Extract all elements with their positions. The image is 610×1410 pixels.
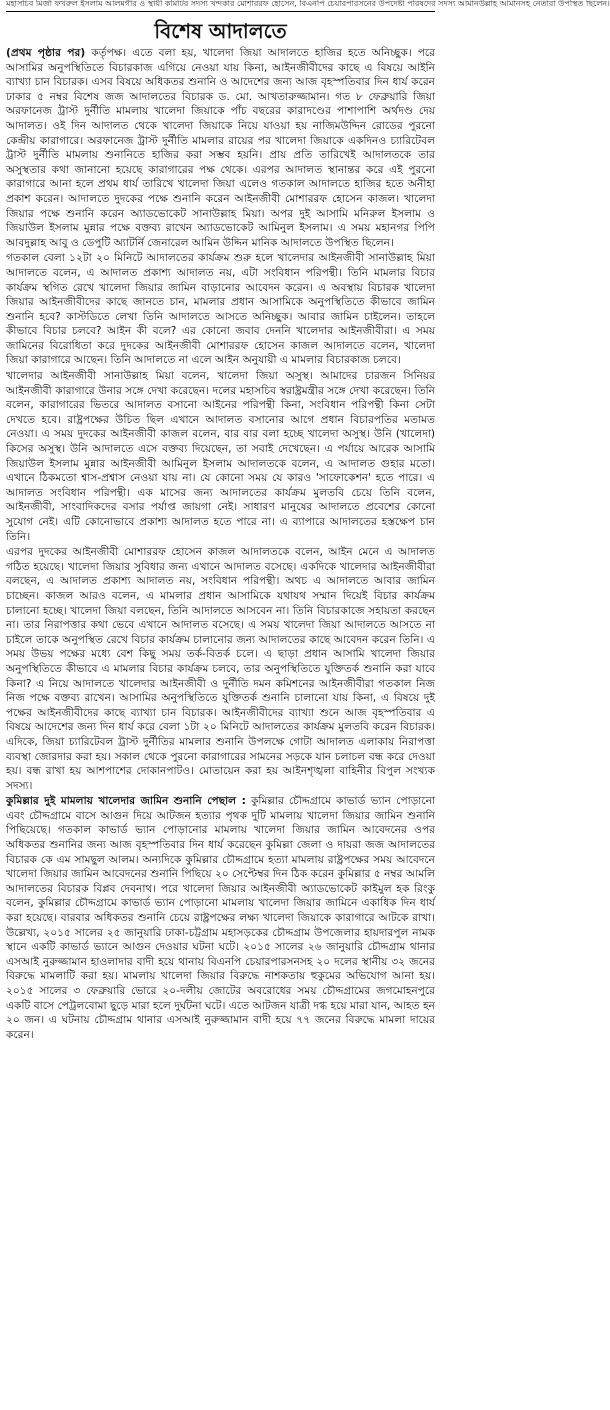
article-headline: বিশেষ আদালতে bbox=[154, 19, 287, 43]
article-body bbox=[6, 46, 435, 1042]
paragraph-text: কর্তৃপক্ষ। এতে বলা হয়, খালেদা জিয়া আদালতে হাজির হতে অনিচ্ছুক। পরে আসামির অনুপস্থিতিতে বিচারকাজ এগিয়ে নেওয়া যায় কিনা, আইনজীবীদের কাছে এ বিষয়ে আইনি ব্যাখ্যা চান বিচারক। এসব বিষয়ে অধিকতর শুনানি ও আদেশের জন্য আজ বৃহস্পতিবার দিন ধার্য করেন ঢাকার ৫ নম্বর বিশেষ জজ আদালতের বিচারক ড. মো. আখতারুজ্জামান। গত ৮ ফেব্রুয়ারি জিয়া অরফানেজ ট্রাস্ট দুর্নীতি মামলায় খালেদা জিয়াকে পাঁচ বছরের কারাদণ্ডের পাশাপাশি অর্থদণ্ড দেয় আদালত। ওই দিন আদালত থেকে খালেদা জিয়াকে নিয়ে যাওয়া হয় নাজিমউদ্দিন রোডের পুরনো কেন্দ্রীয় কারাগারে। অরফানেজ ট্রাস্ট দুর্নীতি মামলার রায়ের পর খালেদা জিয়াকে একদিনও চ্যারিটেবল ট্রাস্ট দুর্নীতি মামলায় শুনানিতে হাজির করা সম্ভব হয়নি। প্রায় প্রতি তারিখেই আদালতকে তার অসুস্থতার কথা জানানো হয়েছে কারাগারের পক্ষ থেকে। এরপর আদালত স্থানান্তর করে এই পুরনো কারাগারে আনা হলে প্রথম ধার্য তারিখে খালেদা জিয়া এলেও গতকাল আদালতে হাজির হতে অনীহা প্রকাশ করেন। আদালতে দুদকের পক্ষে শুনানি করেন আইনজীবী মোশাররফ হোসেন কাজল। খালেদা জিয়ার পক্ষে শুনানি করেন অ্যাডভোকেট সানাউল্লাহ মিয়া। অপর দুই আসামি মনিরুল ইসলাম ও জিয়াউল ইসলাম মুন্নার পক্ষে বক্তব্য রাখেন অ্যাডভোকেট আমিনুল ইসলাম। এ সময় মহানগর পিপি আবদুল্লাহ আবু ও ডেপুটি অ্যাটর্নি জেনারেল আমিন উদ্দিন মানিক আদালতে উপস্থিত ছিলেন। bbox=[6, 47, 435, 249]
article-paragraph: এরপর দুদকের আইনজীবী মোশাররফ হোসেন কাজল আদালতকে বলেন, আইন মেনে এ আদালত গঠিত হয়েছে। খালেদা জিয়ার সুবিধার জন্য এখানে আদালত বসেছে। একদিকে খালেদার আইনজীবীরা বলছেন, এ আদালত প্রকাশ্য আদালত নয়, সংবিধান পরিপন্থী। অথচ এ আদালতে আবার জামিন চাচ্ছেন। কাজল আরও বলেন, এ মামলার প্রধান আসামিকে যথাযথ সম্মান দিয়েই বিচার কার্যক্রম চালানো হচ্ছে। খালেদা জিয়া বলছেন, তিনি আদালতে আসবেন না। তিনি বিচারকাজে সহায়তা করছেন না। তার নিরাপত্তার কথা ভেবে এখানে আদালত বসেছে। এ সময় খালেদা জিয়া আদালতে আসতে না চাইলে তাকে অনুপস্থিত রেখে বিচার কার্যক্রম চালানোর জন্য আদালতের কাছে আবেদন করেন তিনি। এ সময় উভয় পক্ষের মধ্যে বেশ কিছু সময় তর্ক-বিতর্ক চলে। এ ছাড়া প্রধান আসামি খালেদা জিয়ার অনুপস্থিতিতে কীভাবে এ মামলার বিচার কার্যক্রম চলবে, তার অনুপস্থিতিতে যুক্তিতর্ক শুনানি করা যাবে কিনা? এ নিয়ে আদালতে খালেদার আইনজীবী ও দুর্নীতি দমন কমিশনের আইনজীবীরা গতকাল নিজ নিজ পক্ষে বক্তব্য রাখেন। আসামির অনুপস্থিতিতে যুক্তিতর্ক শুনানি চালানো যায় কিনা, এ বিষয়ে দুই পক্ষের আইনজীবীদের কাছে ব্যাখ্যা চান বিচারক। আইনজীবীদের ব্যাখ্যা শুনে আজ বৃহস্পতিবার এ বিষয়ে আদেশের জন্য দিন ধার্য করে বেলা ১টা ২০ মিনিটে আদালতের কার্যক্রম মুলতবি করেন বিচারক। এদিকে, জিয়া চ্যারিটেবল ট্রাস্ট দুর্নীতির মামলার শুনানি উপলক্ষে গোটা আদালত এলাকায় নিরাপত্তা ব্যবস্থা জোরদার করা হয়। সকাল থেকে পুরনো কারাগারের সামনের সড়কে যান চলাচল বন্ধ করে দেওয়া হয়। বন্ধ রাখা হয় আশপাশের দোকানপাটও। মোতায়েন করা হয় আইনশৃঙ্খলা বাহিনীর বিপুল সংখ্যক সদস্য। bbox=[6, 546, 435, 792]
article-paragraph: খালেদার আইনজীবী সানাউল্লাহ মিয়া বলেন, খালেদা জিয়া অসুস্থ। আমাদের চারজন সিনিয়র আইনজীবী কারাগারে উনার সঙ্গে দেখা করেছেন। দলের মহাসচিব স্বরাষ্ট্রমন্ত্রীর সঙ্গে দেখা করেছেন। তিনি বলেন, কারাগারের ভিতরে আদালত বসানো আইনের পরিপন্থী কিনা, সংবিধান পরিপন্থী কিনা সেটা দেখতে হবে। রাষ্ট্রপক্ষের উচিত ছিল এখানে আদালত বসানোর আগে প্রধান বিচারপতির মতামত নেওয়া। এ সময় দুদকের আইনজীবী কাজল বলেন, বার বার বলা হচ্ছে খালেদা অসুস্থ। উনি (খালেদা) কিসের অসুস্থ। উনি আদালতে এসে বক্তব্য দিয়েছেন, তা সবাই দেখেছেন। এ পর্যায়ে আরেক আসামি জিয়াউল ইসলাম মুন্নার আইনজীবী আমিনুল ইসলাম আদালতকে বলেন, এ আদালত গুহার মতো। এখানে ঠিকমতো শ্বাস-প্রশ্বাস নেওয়া যায় না। যে কোনো সময় যে কারও 'সাফোকেশন' হতে পারে। এ আদালত সংবিধান পরিপন্থী। এক মাসের জন্য আদালতের কার্যক্রম মুলতবি চেয়ে তিনি বলেন, আইনজীবী, সাংবাদিকদের বসার পর্যাপ্ত জায়গা নেই। সাধারণ মানুষের আদালতে প্রবেশের কোনো সুযোগ নেই। এটি কোনোভাবে প্রকাশ্য আদালত হতে পারে না। এ ব্যাপারে আদালতের হস্তক্ষেপ চান তিনি। bbox=[6, 370, 435, 543]
article-paragraph bbox=[6, 46, 435, 250]
article-paragraph bbox=[6, 794, 435, 1042]
sub-headline: কুমিল্লার দুই মামলায় খালেদার জামিন শুনানি পেছাল : bbox=[6, 795, 246, 808]
continued-from-label: (প্রথম পৃষ্ঠার পর) bbox=[6, 47, 86, 59]
article-paragraph: গতকাল বেলা ১২টা ২০ মিনিটে আদালতের কার্যক্রম শুরু হলে খালেদার আইনজীবী সানাউল্লাহ মিয়া আদালতে বলেন, এ আদালত প্রকাশ্য আদালত নয়, এটা সংবিধান পরিপন্থী। তিনি মামলার বিচার কার্যক্রম স্থগিত রেখে খালেদা জিয়ার জামিন বাড়ানোর আবেদন করেন। এ অবস্থায় বিচারক খালেদা জিয়ার আইনজীবীদের কাছে জানতে চান, মামলার প্রধান আসামিকে অনুপস্থিতিতে কীভাবে জামিন শুনানি হবে? কাস্টডিতে লেখা তিনি আদালতে আসতে অনিচ্ছুক। আবার জামিন চাইলেন। তাহলে কীভাবে বিচার চলবে? আইন কী বলে? এর কোনো জবাব দেননি খালেদার আইনজীবীরা। এ সময় জামিনের বিরোধিতা করে দুদকের আইনজীবী মোশাররফ হোসেন কাজল আদালতে বলেন, খালেদা জিয়া কারাগারে আছেন। তিনি আদালতে না এলে আইন অনুযায়ী এ মামলার বিচারকাজ চলবে। bbox=[6, 252, 435, 367]
previous-article-tail: মহাসচিব মির্জা ফখরুল ইসলাম আলমগীর ও স্থায়ী কমিটির সদস্য খন্দকার মোশাররফ হোসেন, বিএনপি চেয়ারপারসনের উপদেষ্টা পরিষদের সদস্য আমানউল্লাহ আমানসহ নেতারা উপস্থিত ছিলেন। bbox=[6, 0, 610, 8]
divider bbox=[6, 11, 435, 12]
paragraph-text: কুমিল্লার চৌদ্দগ্রামে কাভার্ড ভ্যান পোড়ানো এবং চৌদ্দগ্রামে বাসে আগুন দিয়ে আটজন হত্যার পৃথক দুটি মামলায় খালেদা জিয়ার জামিন শুনানি পিছিয়েছে। গতকাল কাভার্ড ভ্যান পোড়ানোর মামলায় খালেদা জিয়ার জামিন আবেদনের ওপর অধিকতর শুনানির জন্য আজ বৃহস্পতিবার দিন ধার্য করেছেন কুমিল্লা জেলা ও দায়রা জজ আদালতের বিচারক কে এম সামছুল আলম। অন্যদিকে কুমিল্লার চৌদ্দগ্রামে হত্যা মামলায় রাষ্ট্রপক্ষের সময় আবেদনে খালেদা জিয়ার জামিন আবেদনের শুনানি পিছিয়ে ২০ সেপ্টেম্বর দিন ঠিক করেন কুমিল্লার ৫ নম্বর আমলি আদালতের বিচারক বিপ্লব দেবনাথ। পরে খালেদা জিয়ার আইনজীবী অ্যাডভোকেট কাইমুল হক রিংকু বলেন, কুমিল্লার চৌদ্দগ্রামে কাভার্ড ভ্যান পোড়ানো মামলায় খালেদা জিয়ার জামিনে একাধিক দিন ধার্য করা হয়েছে। বারবার অধিকতর শুনানি চেয়ে রাষ্ট্রপক্ষের লক্ষ্য খালেদা জিয়াকে কারাগারে আটকে রাখা। উল্লেখ্য, ২০১৫ সালের ২৫ জানুয়ারি ঢাকা-চট্টগ্রাম মহাসড়কের চৌদ্দগ্রাম উপজেলার হায়দারপুল নামক স্থানে একটি কাভার্ড ভ্যানে আগুন দেওয়ার ঘটনা ঘটে। ২০১৫ সালের ২৬ জানুয়ারি চৌদ্দগ্রাম থানার এসআই নুরুজ্জামান হাওলাদার বাদী হয়ে থানায় বিএনপি চেয়ারপারসনসহ ২০ দলের স্থানীয় ৩২ জনের বিরুদ্ধে মামলাটি করা হয়। মামলায় খালেদা জিয়ার বিরুদ্ধে নাশকতায় হুকুমের অভিযোগ আনা হয়। ২০১৫ সালের ৩ ফেব্রুয়ারি ভোরে ২০-দলীয় জোটের অবরোধের সময় চৌদ্দগ্রামের জগমোহনপুরে একটি বাসে পেট্রলবোমা ছুড়ে মারা হলে দুর্ঘটনা ঘটে। এতে আটজন যাত্রী দগ্ধ হয়ে মারা যান, আহত হন ২০ জন। এ ঘটনায় চৌদ্দগ্রাম থানার এসআই নুরুজ্জামান বাদী হয়ে ৭৭ জনের বিরুদ্ধে মামলা দায়ের করেন। bbox=[6, 795, 436, 1041]
